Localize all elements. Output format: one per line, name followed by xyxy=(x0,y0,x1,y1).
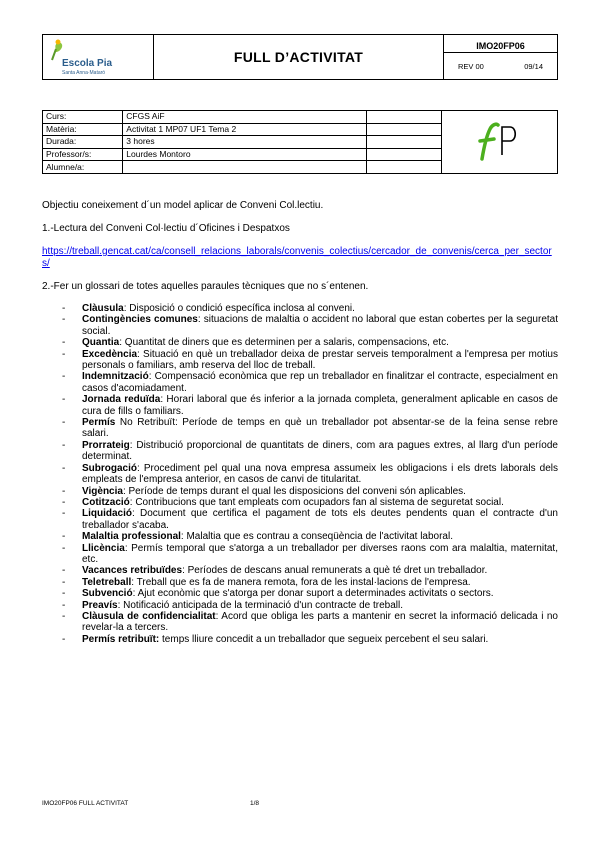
info-blank xyxy=(367,123,442,136)
logo-subtitle: Santa Anna·Mataró xyxy=(62,70,106,76)
glossary-definition: : Ajut econòmic que s'atorga per donar suport a determinades activitats o sectors. xyxy=(132,588,494,600)
glossary-definition: : Contribucions que tant empleats com ocupadors fan al sistema de seguretat social. xyxy=(129,496,504,508)
convenis-link-para xyxy=(42,246,558,270)
glossary-term: Subvenció xyxy=(82,588,133,600)
logo-name: Escola Pia xyxy=(62,58,113,69)
glossary-item xyxy=(42,371,558,394)
glossary-item xyxy=(42,565,558,576)
glossary-item xyxy=(42,577,558,588)
fp-logo xyxy=(470,115,530,167)
glossary-term: Liquidació xyxy=(82,508,132,520)
glossary-term: Excedència xyxy=(82,348,138,360)
glossary-definition: : Distribució proporcional de quantitats de diners, com ara pagues extres, al llarg d'un període determinat. xyxy=(82,439,558,463)
glossary-item xyxy=(42,303,558,314)
glossary-item xyxy=(42,417,558,440)
glossary-definition: : Acord que obliga les parts a mantenir en secret la informació delicada i no revelar-la a tercers. xyxy=(82,610,558,634)
glossary-term: Jornada reduïda xyxy=(82,394,161,406)
step-1: 1.-Lectura del Conveni Col·lectiu d´Oficines i Despatxos xyxy=(42,223,290,234)
info-label: Professor/s: xyxy=(43,148,123,161)
glossary-definition: : Període de temps durant el qual les disposicions del conveni són aplicables. xyxy=(122,485,466,497)
info-label: Alumne/a: xyxy=(43,161,123,174)
info-blank xyxy=(367,161,442,174)
glossary-list xyxy=(42,303,558,645)
info-label: Matèria: xyxy=(43,123,123,136)
glossary-term: Llicència xyxy=(82,542,125,554)
glossary-item xyxy=(42,543,558,566)
glossary-definition: : Permís temporal que s'atorga a un treballador per diverses raons com ara malaltia, maternitat, etc. xyxy=(82,542,558,565)
glossary-definition: : Disposició o condició específica inclosa al conveni. xyxy=(123,303,355,314)
glossary-item xyxy=(42,508,558,531)
glossary-item xyxy=(42,486,558,497)
info-blank xyxy=(367,148,442,161)
glossary-item xyxy=(42,314,558,337)
glossary-item xyxy=(42,394,558,417)
glossary-item xyxy=(42,588,558,599)
glossary-definition: No Retribuït: Període de temps en què un treballador pot absentar-se de la feina sense rebre salari. xyxy=(82,417,558,440)
main-content xyxy=(42,200,558,645)
glossary-item xyxy=(42,611,558,634)
glossary-definition: : Períodes de descans anual remunerats a què té dret un treballador. xyxy=(182,565,488,577)
glossary-term: Clàusula xyxy=(82,303,124,314)
glossary-definition: : Quantitat de diners que es determinen per a salaris, compensacions, etc. xyxy=(119,337,449,349)
glossary-definition: : Compensació econòmica que rep un treballador en finalitzar el contracte, especialment en casos d'acomiadament. xyxy=(82,371,558,394)
glossary-definition: : Treball que es fa de manera remota, fora de les instal·lacions de l'empresa. xyxy=(131,576,471,588)
glossary-item xyxy=(42,600,558,611)
glossary-term: Permís xyxy=(82,417,116,429)
glossary-definition: : Document que certifica el pagament de tots els deutes pendents quan el contracte d'un treballador s'acaba. xyxy=(82,508,558,531)
info-label: Durada: xyxy=(43,136,123,149)
glossary-definition: : Malaltia que es contrau a conseqüència de l'activitat laboral. xyxy=(180,531,453,543)
revision-cell xyxy=(444,53,558,80)
glossary-item xyxy=(42,349,558,372)
revision: REV 00 xyxy=(458,61,484,71)
info-row xyxy=(43,111,558,124)
info-value: Lourdes Montoro xyxy=(123,148,367,161)
glossary-item xyxy=(42,463,558,486)
glossary-item xyxy=(42,531,558,542)
convenis-link[interactable]: https://treball.gencat.cat/ca/consell_relacions_laborals/convenis_colectius/cercador_de_convenis/cerca_per_sectors/ xyxy=(42,246,552,269)
info-value: 3 hores xyxy=(123,136,367,149)
glossary-term: Teletreball xyxy=(82,576,132,588)
page-number: 1/8 xyxy=(250,800,260,807)
info-value: Activitat 1 MP07 UF1 Tema 2 xyxy=(123,123,367,136)
logo-cell xyxy=(43,35,154,80)
student-name-field[interactable] xyxy=(123,161,367,174)
glossary-definition: : Notificació anticipada de la terminació d'un contracte de treball. xyxy=(117,599,403,611)
glossary-term: Prorrateig xyxy=(82,439,130,451)
glossary-definition: : Horari laboral que és inferior a la jornada completa, generalment aplicable en casos de cura de fills o familiars. xyxy=(82,394,558,417)
document-header xyxy=(42,34,558,80)
glossary-term: Contingències comunes xyxy=(82,314,198,326)
info-label: Curs: xyxy=(43,111,123,124)
glossary-term: Quantia xyxy=(82,337,120,349)
doc-code-cell xyxy=(444,35,558,53)
glossary-term: Clàusula de confidencialitat xyxy=(82,610,216,622)
glossary-term: Vacances retribuïdes xyxy=(82,565,183,577)
glossary-term: Subrogació xyxy=(82,462,138,474)
glossary-item xyxy=(42,497,558,508)
info-blank xyxy=(367,111,442,124)
step-2: 2.-Fer un glossari de totes aquelles paraules tècniques que no s´entenen. xyxy=(42,281,369,292)
fp-logo-cell xyxy=(442,111,558,174)
info-blank xyxy=(367,136,442,149)
glossary-definition: temps lliure concedit a un treballador que segueix percebent el seu salari. xyxy=(159,633,489,645)
footer-doc-code: IMO20FP06 FULL ACTIVITAT xyxy=(42,800,129,807)
glossary-term: Vigència xyxy=(82,485,123,497)
glossary-definition: : situacions de malaltia o accident no laboral que estan cobertes per la seguretat social. xyxy=(82,314,559,337)
glossary-item xyxy=(42,440,558,463)
glossary-term: Malaltia professional xyxy=(82,531,181,543)
glossary-term: Permís retribuït: xyxy=(82,633,160,645)
glossary-term: Preavís xyxy=(82,599,118,611)
info-value: CFGS AiF xyxy=(123,111,367,124)
escola-pia-logo xyxy=(48,39,148,77)
glossary-item xyxy=(42,337,558,348)
info-table xyxy=(42,110,558,174)
revision-date: 09/14 xyxy=(524,61,543,71)
doc-code: IMO20FP06 xyxy=(476,40,525,51)
glossary-term: Indemnització xyxy=(82,371,149,383)
glossary-definition: : Procediment pel qual una nova empresa assumeix les obligacions i els drets laborals dels empleats de l'empresa anterior, en casos de canvi de titularitat. xyxy=(82,462,558,486)
objective: Objectiu coneixement d´un model aplicar de Conveni Col.lectiu. xyxy=(42,200,324,211)
page-title: FULL D’ACTIVITAT xyxy=(154,35,444,80)
glossary-term: Cotització xyxy=(82,496,130,508)
glossary-item xyxy=(42,634,558,645)
glossary-definition: : Situació en què un treballador deixa de prestar serveis temporalment a l'empresa per motius personals o familiars, amb reserva del lloc de treball. xyxy=(82,348,558,372)
